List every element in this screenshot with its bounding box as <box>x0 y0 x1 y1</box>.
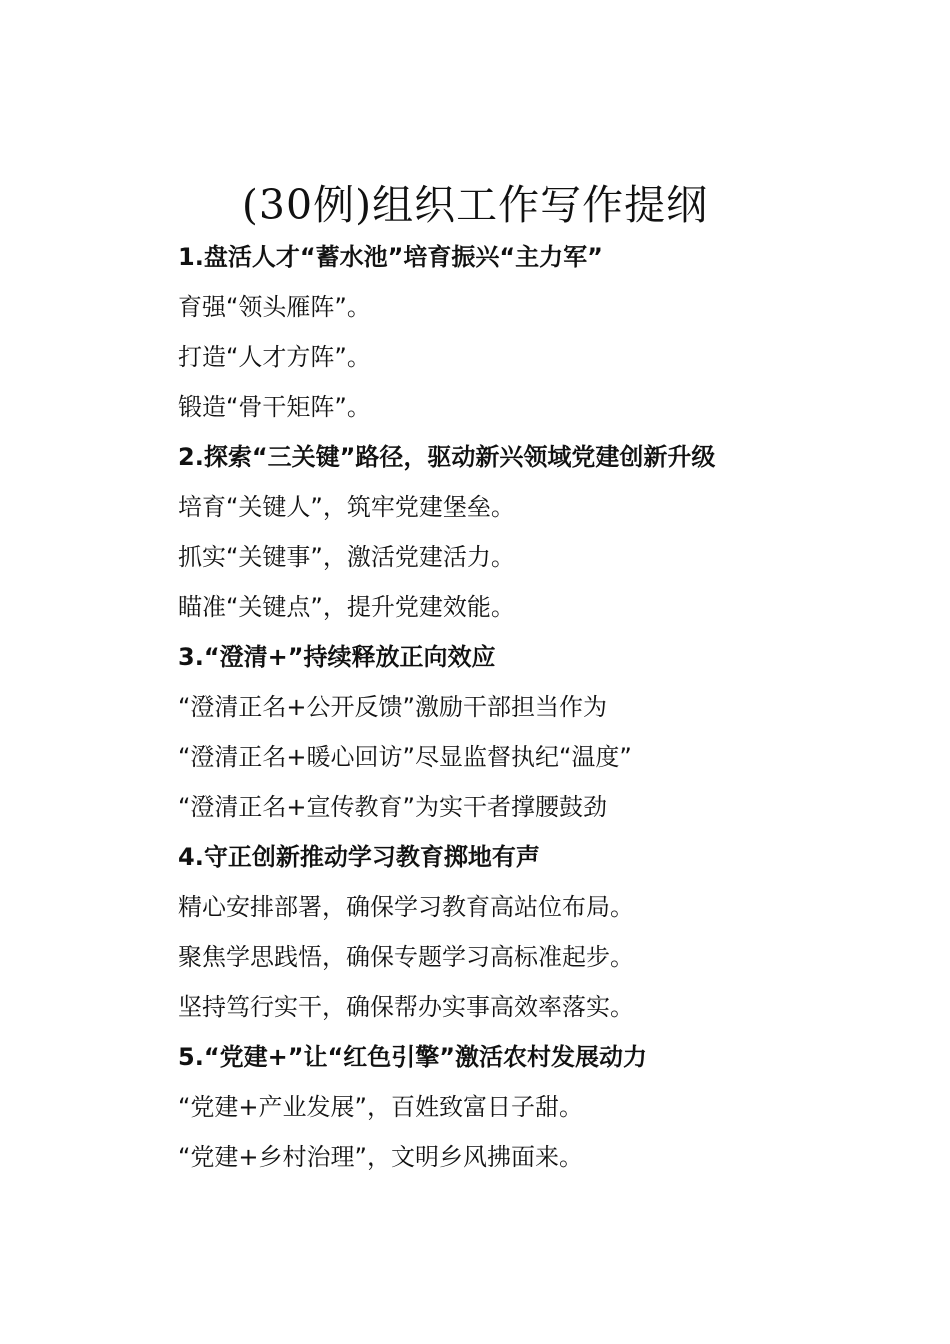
section-item: 聚焦学思践悟，确保专题学习高标准起步。 <box>178 943 634 971</box>
document-body <box>178 232 878 1182</box>
section-item: “党建+产业发展”，百姓致富日子甜。 <box>178 1093 583 1121</box>
section-heading: 1.盘活人才“蓄水池”培育振兴“主力军” <box>178 243 603 271</box>
section-item: 培育“关键人”，筑牢党建堡垒。 <box>178 493 515 521</box>
section-heading: 2.探索“三关键”路径，驱动新兴领域党建创新升级 <box>178 443 716 471</box>
section-item: “党建+乡村治理”，文明乡风拂面来。 <box>178 1143 583 1171</box>
section-heading: 3.“澄清+”持续释放正向效应 <box>178 643 496 671</box>
section-item: 瞄准“关键点”，提升党建效能。 <box>178 593 515 621</box>
section-item: 育强“领头雁阵”。 <box>178 293 371 321</box>
section-item: 抓实“关键事”，激活党建活力。 <box>178 543 515 571</box>
section-heading: 5.“党建+”让“红色引擎”激活农村发展动力 <box>178 1043 648 1071</box>
section-item: 精心安排部署，确保学习教育高站位布局。 <box>178 893 634 921</box>
document-title: (30例)组织工作写作提纲 <box>241 181 709 229</box>
section-heading: 4.守正创新推动学习教育掷地有声 <box>178 843 540 871</box>
section-item: 锻造“骨干矩阵”。 <box>178 393 371 421</box>
section-item: 打造“人才方阵”。 <box>178 343 371 371</box>
section-item: “澄清正名+宣传教育”为实干者撑腰鼓劲 <box>178 793 607 821</box>
section-item: “澄清正名+暖心回访”尽显监督执纪“温度” <box>178 743 632 771</box>
section-item: 坚持笃行实干，确保帮办实事高效率落实。 <box>178 993 634 1021</box>
section-item: “澄清正名+公开反馈”激励干部担当作为 <box>178 693 607 721</box>
